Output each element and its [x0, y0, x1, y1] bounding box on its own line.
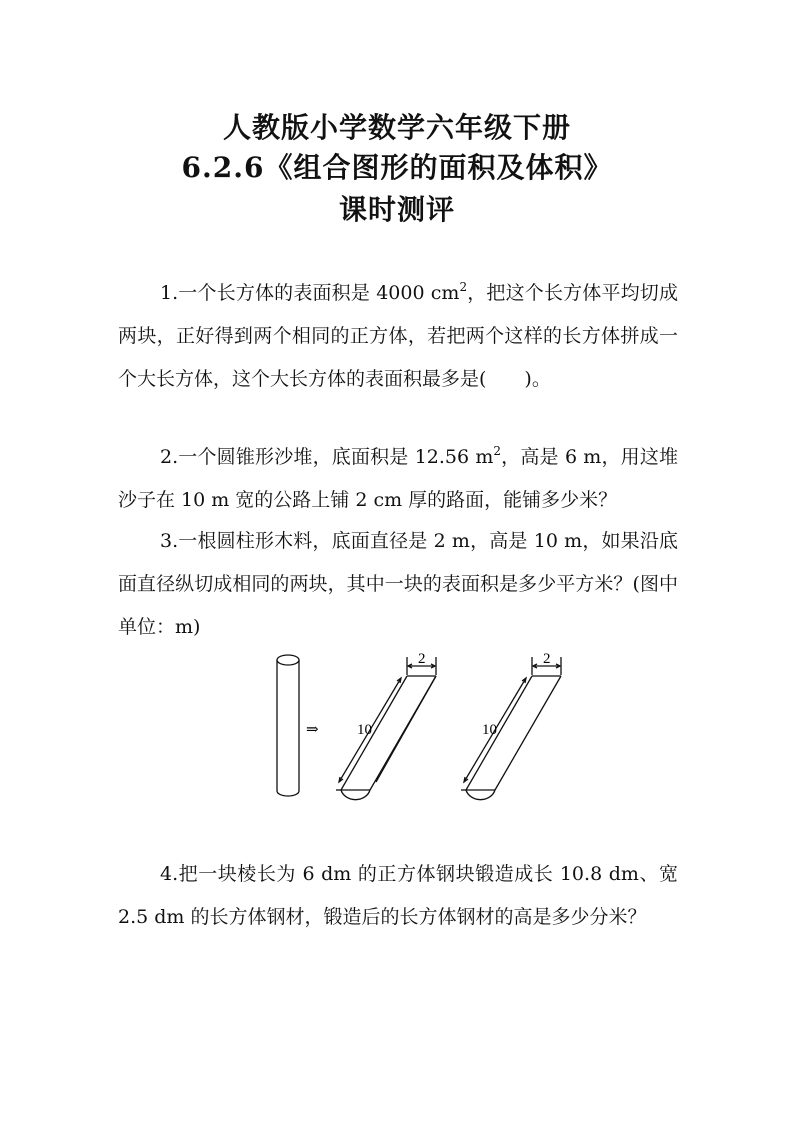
- question-2: [118, 436, 678, 522]
- cylinder-shape: [277, 655, 299, 796]
- question-1-text-b: ，把这个长方体平均切成两块，正好得到两个相同的正方体，若把两个这样的长方体拼成一个大长方体，这个大长方体的表面积最多是( )。: [118, 282, 678, 390]
- question-2-text-a: 2.一个圆锥形沙堆，底面积是 12.56 m: [160, 446, 494, 468]
- question-1-text-a: 1.一个长方体的表面积是 4000 cm: [160, 282, 460, 304]
- question-4-text: 4.把一块棱长为 6 dm 的正方体钢块锻造成长 10.8 dm、宽 2.5 dm 的长方体钢材，锻造后的长方体钢材的高是多少分米？: [118, 863, 678, 928]
- title-line-1: 人教版小学数学六年级下册: [222, 111, 571, 144]
- half-cylinder-piece-2: [461, 657, 561, 800]
- piece-1-height-label: 10: [357, 722, 372, 738]
- question-3-text: 3.一根圆柱形木料，底面直径是 2 m，高是 10 m，如果沿底面直径纵切成相同的两块，其中一块的表面积是多少平方米？(图中单位：m): [118, 530, 678, 638]
- transform-arrow: ⇒: [306, 722, 319, 738]
- question-1-superscript: 2: [459, 280, 468, 294]
- title-line-3: 课时测评: [338, 193, 455, 226]
- question-2-text-b: ，高是 6 m，用这堆沙子在 10 m 宽的公路上铺 2 cm 厚的路面，能铺多少米？: [118, 446, 679, 511]
- piece-1-width-label: 2: [418, 651, 426, 667]
- question-2-superscript: 2: [493, 444, 501, 458]
- cylinder-cut-figure: [260, 648, 580, 818]
- question-1: [118, 272, 678, 401]
- half-cylinder-piece-1: [336, 657, 436, 800]
- title-line-2: 6.2.6《组合图形的面积及体积》: [181, 151, 613, 184]
- piece-2-width-label: 2: [543, 651, 551, 667]
- question-4: [118, 853, 678, 939]
- piece-2-height-label: 10: [482, 722, 497, 738]
- question-3: [118, 520, 678, 649]
